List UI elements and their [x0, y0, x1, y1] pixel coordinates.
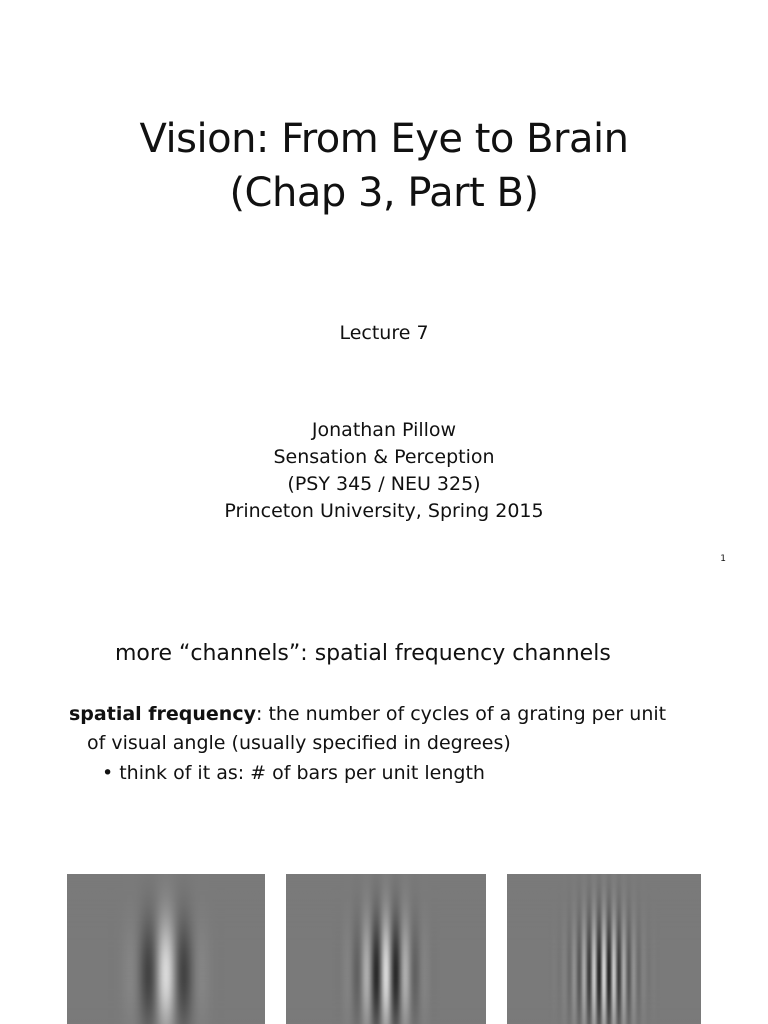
- definition-line-2: of visual angle (usually specified in degrees): [87, 732, 511, 754]
- slide-heading: more “channels”: spatial frequency channels: [115, 641, 611, 666]
- grating-low-frequency-image: [67, 874, 265, 1024]
- grating-stripes: [67, 874, 265, 1024]
- definition: [69, 700, 729, 758]
- definition-line-1: [69, 700, 729, 729]
- institution: Princeton University, Spring 2015: [224, 500, 544, 522]
- course-name: Sensation & Perception: [273, 446, 495, 468]
- lecture-label: Lecture 7: [339, 322, 429, 344]
- slide-title: [0, 112, 768, 220]
- grating-high-frequency: [507, 874, 701, 1024]
- definition-term: spatial frequency: [69, 703, 256, 725]
- course-code: (PSY 345 / NEU 325): [287, 473, 481, 495]
- bullet-text: think of it as: # of bars per unit length: [119, 762, 485, 784]
- grating-low-frequency: [67, 874, 265, 1024]
- title-line-1: Vision: From Eye to Brain: [139, 116, 629, 162]
- grating-row: [0, 874, 768, 1024]
- page-number: 1: [720, 554, 726, 564]
- grating-stripes: [286, 874, 486, 1024]
- grating-medium-frequency-image: [286, 874, 486, 1024]
- definition-text: : the number of cycles of a grating per unit: [256, 703, 667, 725]
- slide-2: [0, 575, 768, 1024]
- author-block: [0, 417, 768, 525]
- author-name: Jonathan Pillow: [311, 419, 457, 441]
- bullet-item: [102, 760, 485, 786]
- bullet-icon: •: [102, 762, 114, 784]
- grating-high-frequency-image: [507, 874, 701, 1024]
- grating-medium-frequency: [286, 874, 486, 1024]
- title-line-2: (Chap 3, Part B): [229, 170, 539, 216]
- grating-stripes: [507, 874, 701, 1024]
